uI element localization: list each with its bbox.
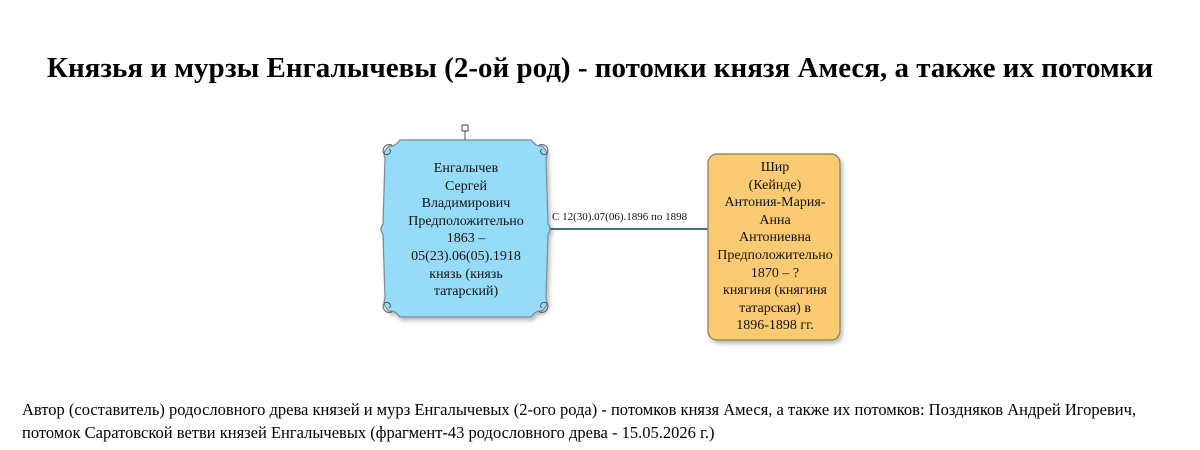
female-card-line: 1896-1898 гг. [736,318,814,334]
female-card-line: Анна [759,212,791,228]
male-card-line: Предположительно [408,213,524,229]
marriage-label: С 12(30).07(06).1896 по 1898 [552,211,688,223]
male-card-line: 1863 – [446,231,486,247]
male-card-line: 05(23).06(05).1918 [411,248,521,264]
female-card-line: 1870 – ? [750,265,800,281]
female-card-line: (Кейнде) [748,177,802,193]
female-card-line: Предположительно [717,247,833,263]
female-card-text [710,159,840,335]
male-card-line: татарский) [433,284,499,300]
female-card-line: татарская) в [739,300,811,316]
female-card-line: Антония-Мария- [724,195,826,211]
male-card-line: Владимирович [421,196,511,212]
male-card-line: князь (князь [429,266,503,282]
resize-handle[interactable] [462,125,468,131]
male-card-line: Сергей [445,178,487,194]
female-card-line: Шир [760,160,790,175]
author-footer: Автор (составитель) родословного древа князей и мурз Енгалычевых (2-ого рода) - потомков князя Амеся, а также их потомков: Поздняков Андрей Игоревич, потомок Саратовской ветви князей Енгалычевых (фрагмент-43 родословного древа - 15.05.2026 г.) [22,400,1137,442]
female-card-line: Антониевна [738,230,812,246]
female-card-line: княгиня (княгиня [723,283,827,299]
page-title: Князья и мурзы Енгалычевы (2-ой род) - потомки князя Амеся, а также их потомки [46,52,1154,84]
male-card-line: Енгалычев [433,161,499,176]
male-card-text [388,160,544,301]
